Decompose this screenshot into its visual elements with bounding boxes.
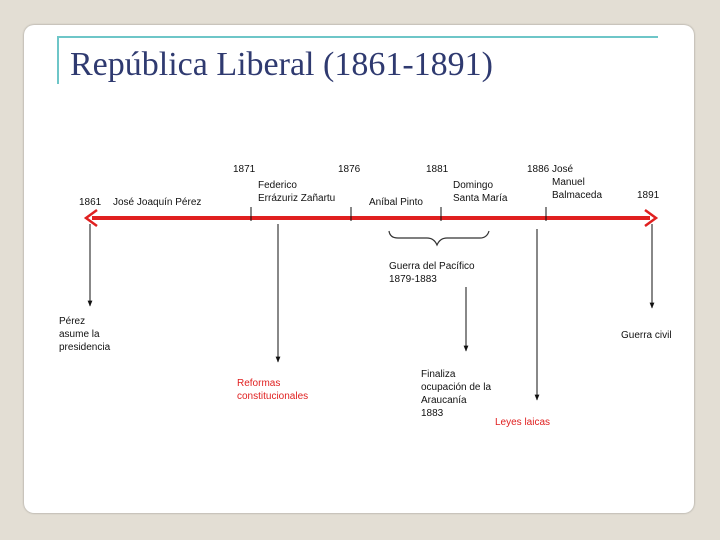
war-period-brace (389, 231, 489, 245)
event-perez-line2: asume la (59, 329, 100, 340)
event-araucania-line3: Araucanía (421, 395, 467, 406)
event-araucania-line4: 1883 (421, 408, 444, 419)
slide-title: República Liberal (1861-1891) (70, 46, 493, 83)
war-name: Guerra del Pacífico (389, 261, 475, 272)
year-1871: 1871 (233, 164, 256, 175)
event-perez-line3: presidencia (59, 342, 111, 353)
event-leyes-laicas: Leyes laicas (495, 417, 551, 428)
president-santa-maria-line2: Santa María (453, 193, 508, 204)
president-balmaceda-line1: José (552, 164, 574, 175)
year-1886: 1886 (527, 164, 550, 175)
event-araucania-line1: Finaliza (421, 369, 456, 380)
president-santa-maria-line1: Domingo (453, 180, 494, 191)
year-1891: 1891 (637, 190, 660, 201)
event-perez-line1: Pérez (59, 316, 86, 327)
president-balmaceda-line3: Balmaceda (552, 190, 603, 201)
president-balmaceda-line2: Manuel (552, 177, 585, 188)
president-perez: José Joaquín Pérez (113, 197, 202, 208)
year-1861: 1861 (79, 197, 102, 208)
war-dates: 1879-1883 (389, 274, 437, 285)
president-pinto: Aníbal Pinto (369, 197, 423, 208)
president-errazuriz-line2: Errázuriz Zañartu (258, 193, 336, 204)
event-araucania-line2: ocupación de la (421, 382, 492, 393)
year-1876: 1876 (338, 164, 361, 175)
event-reformas-line1: Reformas (237, 378, 281, 389)
event-guerra-civil: Guerra civil (621, 330, 672, 341)
year-1881: 1881 (426, 164, 449, 175)
president-errazuriz-line1: Federico (258, 180, 297, 191)
event-reformas-line2: constitucionales (237, 391, 309, 402)
